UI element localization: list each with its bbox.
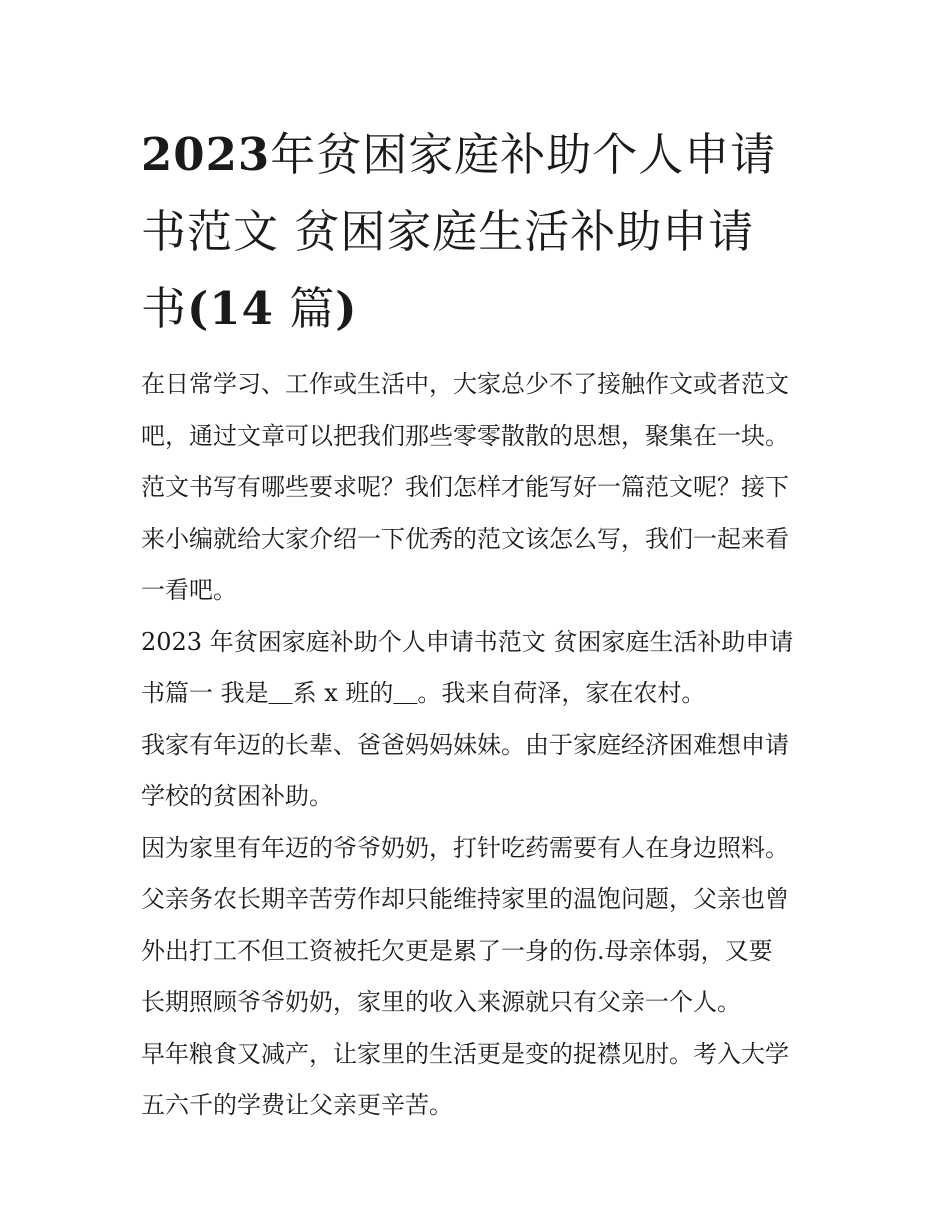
text-line: 2023 年贫困家庭补助个人申请书范文 贫困家庭生活补助申请 (141, 627, 794, 656)
paragraph-intro (141, 359, 821, 617)
text-line: 学校的贫困补助。 (141, 782, 333, 810)
text-line: 范文书写有哪些要求呢？我们怎样才能写好一篇范文呢？接下 (141, 473, 789, 501)
text-line: 长期照顾爷爷奶奶，家里的收入来源就只有父亲一个人。 (141, 988, 741, 1016)
title-line-1 (141, 116, 821, 193)
title-paren-close: ) (335, 282, 358, 335)
document-body (141, 359, 821, 1132)
text-line: 我家有年迈的长辈、爸爸妈妈妹妹。由于家庭经济困难想申请 (141, 730, 789, 759)
title-line-3 (141, 270, 821, 347)
title-count: (14 (187, 282, 274, 335)
text-line: 外出打工不但工资被托欠更是累了一身的伤.母亲体弱，又要 (141, 936, 773, 965)
title-year: 2023 (141, 128, 271, 181)
document-title (141, 116, 821, 347)
text-line: 五六千的学费让父亲更辛苦。 (141, 1091, 453, 1119)
paragraph-heading (141, 617, 821, 720)
paragraph-harvest (141, 1029, 821, 1132)
paragraph-reasons (141, 823, 821, 1029)
text-line: 来小编就给大家介绍一下优秀的范文该怎么写，我们一起来看 (141, 524, 789, 553)
title-text-3c: 篇 (273, 282, 336, 335)
text-line: 因为家里有年迈的爷爷奶奶，打针吃药需要有人在身边照料。 (141, 833, 789, 862)
document-page (141, 116, 821, 1132)
text-line: 吧，通过文章可以把我们那些零零散散的思想，聚集在一块。 (141, 421, 789, 450)
title-text-1: 年贫困家庭补助个人申请 (270, 128, 777, 181)
text-line: 一看吧。 (141, 576, 237, 604)
title-line-2: 书范文 贫困家庭生活补助申请 (141, 205, 755, 258)
text-line: 早年粮食又减产，让家里的生活更是变的捉襟见肘。考入大学 (141, 1039, 789, 1068)
paragraph-family (141, 720, 821, 823)
text-line: 父亲务农长期辛苦劳作却只能维持家里的温饱问题，父亲也曾 (141, 885, 789, 913)
text-line: 书篇一 我是＿系 x 班的＿。我来自荷泽，家在农村。 (141, 679, 706, 707)
text-line: 在日常学习、工作或生活中，大家总少不了接触作文或者范文 (141, 370, 789, 398)
title-text-3a: 书 (141, 282, 188, 335)
